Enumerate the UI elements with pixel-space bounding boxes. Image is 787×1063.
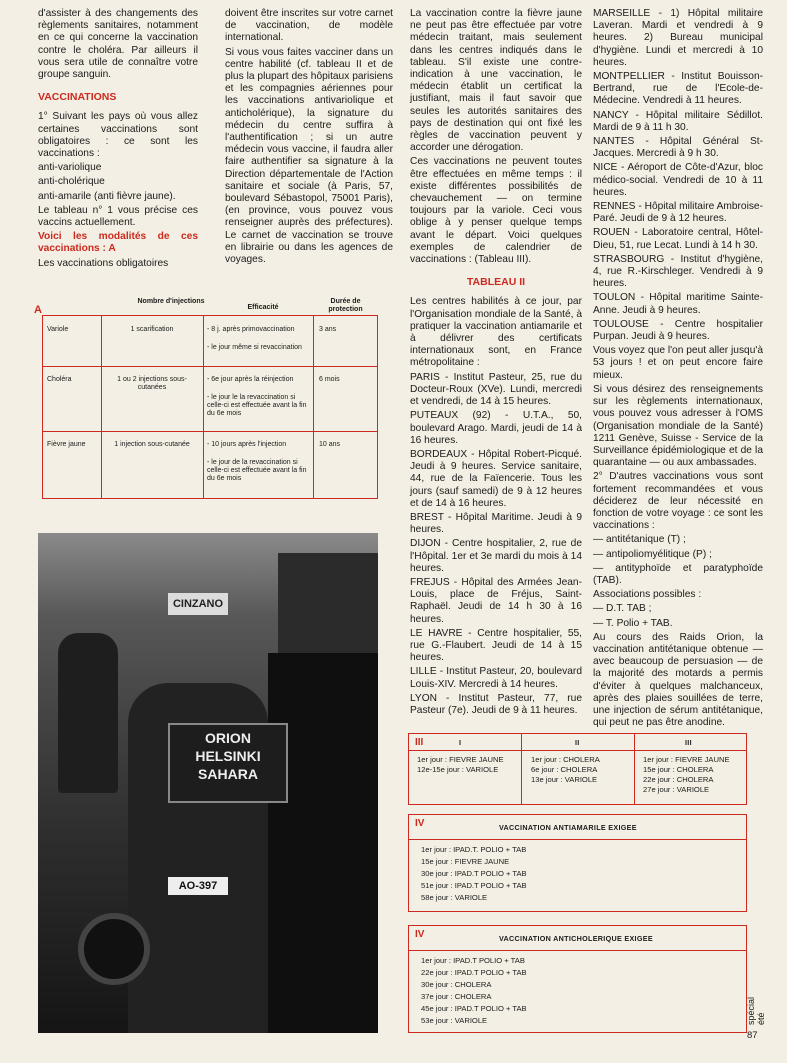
list-item: Associations possibles : [593,589,702,601]
list-item: anti-cholérique [38,176,105,188]
table-label: A [34,304,42,316]
centre-entry: ROUEN - Laboratoire central, Hôtel-Dieu, 51, rue Lecat. Lundi à 14 h 30. [593,227,763,251]
schedule-row: 12e-15e jour : VARIOLE [417,765,499,774]
paragraph: doivent être inscrites sur votre carnet de vaccination, de modèle international. [225,8,393,44]
paragraph: Les centres habilités à ce jour, par l'Organisation mondiale de la Santé, à pratiquer la vaccination antiamarile et à délivrer des certificats internationaux sont, en France métropolitaine : [410,296,582,369]
table-number: IV [415,818,425,829]
table-title: VACCINATION ANTIAMARILE EXIGEE [499,823,637,832]
paragraph: 2° D'autres vaccinations vous sont fortement recommandées et vous déciderez de leur nécessité en fonction de votre voyage : ce sont les vaccinations : [593,471,763,532]
centre-entry: NANTES - Hôpital Général St-Jacques. Mercredi à 9 h 30. [593,136,763,160]
centre-entry: BREST - Hôpital Maritime. Jeudi à 9 heures. [410,511,582,536]
row-name: Choléra [47,376,72,383]
schedule-row: 51e jour : IPAD.T POLIO + TAB [421,881,527,890]
paragraph: Ces vaccinations ne peuvent toutes être effectuées en même temps : il existe différentes possibilités de chevauchement — on termine toujours par la variole. Ceci vous oblige à y penser quelque temps avant le départ. Voici quelques exemples de calendrier de vaccinations : (Tableau III). [410,156,582,266]
page-number: 87 [747,1030,758,1041]
table-number: III [415,737,424,748]
schedule-row: 1er jour : IPAD.T POLIO + TAB [421,956,525,965]
list-item: — antityphoïde et paratyphoïde (TAB). [593,562,763,586]
col-header: I [459,738,462,747]
cinzano-sign: CINZANO [168,593,228,615]
centre-entry: STRASBOURG - Institut d'hygiène, 4, rue R.-Kirschleger. Vendredi à 9 heures. [593,253,763,290]
list-item: anti-amarile (anti fièvre jaune). [38,190,176,202]
paragraph: 1° Suivant les pays où vous allez certaines vaccinations sont obligatoires : ce sont les vaccinations : [38,111,198,160]
header-efficacite: Efficacité [247,304,279,311]
list-item: anti-variolique [38,162,102,174]
table-grid [42,315,378,499]
list-item: — antitétanique (T) ; [593,534,686,546]
schedule-row: 1er jour : FIEVRE JAUNE [417,755,504,764]
schedule-row: 30e jour : CHOLERA [421,980,492,989]
centre-entry: TOULON - Hôpital maritime Sainte-Anne. Jeudi à 9 heures. [593,292,763,316]
schedule-row: 22e jour : CHOLERA [643,775,714,784]
section-heading: VACCINATIONS [38,91,117,104]
paragraph: Le tableau n° 1 vous précise ces vaccins actuellement. [38,204,198,229]
paragraph: Vous voyez que l'on peut aller jusqu'à 53 jours ! et on peut encore faire mieux. [593,345,763,381]
centre-entry: LILLE - Institut Pasteur, 20, boulevard Louis-XIV. Mercredi à 14 heures. [410,666,582,690]
red-note: Voici les modalités de ces vaccinations : A [38,231,198,255]
list-item: — antipoliomyélitique (P) ; [593,548,712,560]
plate-line-2: HELSINKI [195,748,261,764]
schedule-row: 30e jour : IPAD.T POLIO + TAB [421,869,527,878]
row-name: Fièvre jaune [47,441,86,448]
section-label: spécial été [746,996,766,1025]
list-item: — D.T. TAB ; [593,603,652,615]
schedule-row: 15e jour : FIEVRE JAUNE [421,857,510,866]
table-iv-anticholerique [408,925,747,1033]
list-item: — T. Polio + TAB. [593,617,673,629]
row-injections: 1 injection sous-cutanée [114,441,190,448]
row-eff1: - 6e jour après la réinjection [207,376,294,383]
row-injections: 1 ou 2 injections sous-cutanées [117,376,187,392]
col-header: III [685,738,692,747]
rally-plate [168,723,288,803]
paragraph: d'assister à des changements des règlements sanitaires, notamment en ce qui concerne la vaccination contre le choléra. Par ailleurs il vous sera utile de connaître votre groupe sanguin. [38,8,198,81]
table-title: VACCINATION ANTICHOLERIQUE EXIGEE [499,934,653,943]
schedule-row: 45e jour : IPAD.T POLIO + TAB [421,1004,527,1013]
col-header: II [575,738,580,747]
row-injections: 1 scarification [130,326,174,333]
plate-line-3: SAHARA [198,766,258,782]
row-duree: 10 ans [319,441,341,448]
centre-entry: BORDEAUX - Hôpital Robert-Picqué. Jeudi à 9 heures. Service sanitaire, 44, rue de la Faïencerie. Tous les jours (sauf samedi) de 9 à 12 heures et de 14 à 16 heures. [410,448,582,509]
paragraph: Les vaccinations obligatoires [38,257,169,269]
row-eff2: - le jour le la revaccination si celle-ci est effectuée avant la fin du 6e mois [207,394,307,418]
schedule-row: 1er jour : IPAD.T. POLIO + TAB [421,845,527,854]
row-name: Variole [47,326,69,333]
photo-motorcycle-rally [38,533,378,1033]
plate-line-1: ORION [205,730,251,746]
row-eff1: - 10 jours après l'injection [207,441,287,448]
paragraph: Au cours des Raids Orion, la vaccination antitétanique obtenue — avec beaucoup de persuasion — de la majorité des motards a permis d'éviter à quelques malchanceux, après des plaies souillées de terre, une injection de sérum antitétanique, qui peut ne pas être anodine. [593,631,763,729]
paragraph: La vaccination contre la fièvre jaune ne peut pas être effectuée par votre médecin traitant, mais seulement dans les centres indiqués dans le tableau. S'il existe une contre-indication à une vaccination, le médecin établit un certificat la justifiant, mais il faut savoir que seules les autorités sanitaires des pays de destination qui ont fixé les règles de vaccination peuvent y accorder une dérogation. [410,8,582,154]
row-eff1: - 8 j. après primovaccination [207,326,295,333]
centre-entry: NICE - Aéroport de Côte-d'Azur, bloc médico-social. Vendredi de 10 à 11 heures. [593,162,763,198]
centre-entry: TOULOUSE - Centre hospitalier Purpan. Jeudi à 9 heures. [593,318,763,343]
centre-entry: LYON - Institut Pasteur, 77, rue Pasteur (7e). Jeudi de 9 à 11 heures. [410,692,582,716]
schedule-row: 15e jour : CHOLERA [643,765,714,774]
centre-entry: NANCY - Hôpital militaire Sédillot. Mardi de 9 à 11 h 30. [593,109,763,133]
table-number: IV [415,929,425,940]
header-duree: Durée de protection [328,298,363,314]
centre-entry: FREJUS - Hôpital des Armées Jean-Louis, place de Fréjus, Saint-Raphaël. Jeudi de 14 h 30 à 16 heures. [410,576,582,625]
schedule-row: 58e jour : VARIOLE [421,893,488,902]
header-injections: Nombre d'injections [137,298,205,305]
centre-entry: LE HAVRE - Centre hospitalier, 55, rue G.-Flaubert. Jeudi de 14 à 15 heures. [410,627,582,664]
centre-entry: MONTPELLIER - Institut Bouisson-Bertrand, rue de l'Ecole-de-Médecine. Vendredi à 11 heures. [593,71,763,107]
centre-entry: DIJON - Centre hospitalier, 2, rue de l'Hôpital. 1er et 3e mardi du mois à 14 heures. [410,538,582,574]
schedule-row: 22e jour : IPAD.T POLIO + TAB [421,968,527,977]
schedule-row: 1er jour : CHOLERA [531,755,600,764]
paragraph: Si vous désirez des renseignements sur les règlements internationaux, vous pouvez vous adresser à l'OMS (Organisation mondiale de la Santé) 1211 Genève, Suisse - Service de la Surveillance épidémiologique et de la quarantaine — ou aux ambassades. [593,383,763,469]
centre-entry: PUTEAUX (92) - U.T.A., 50, boulevard Arago. Mardi, jeudi de 14 à 16 heures. [410,410,582,446]
schedule-row: 13e jour : VARIOLE [531,775,598,784]
row-duree: 3 ans [319,326,337,333]
schedule-row: 6e jour : CHOLERA [531,765,598,774]
schedule-row: 27e jour : VARIOLE [643,785,710,794]
column-1 [38,8,198,272]
row-duree: 6 mois [319,376,340,383]
column-3 [410,8,582,719]
schedule-row: 1er jour : FIEVRE JAUNE [643,755,730,764]
schedule-row: 37e jour : CHOLERA [421,992,492,1001]
column-2 [225,8,393,268]
paragraph: Si vous vous faites vacciner dans un centre habilité (cf. tableau II et de plus la plupart des hôpitaux parisiens et les compagnies aériennes pour les vaccinations antivariolique et anticholérique), la signature du médecin du centre suffira à l'authentification ; si un autre médecin vous vaccine, il faudra aller faire authentifier sa signature à la Direction départementale de l'Action sanitaire et sociale (à Paris, 57, boulevard Sébastopol, 75001 Paris), (en province, vous pouvez vous renseigner auprès des préfectures). Le carnet de vaccination se trouve en librairie ou dans les agences de voyages. [225,46,393,266]
row-eff2: - le jour même si revaccination [207,344,302,351]
table-iv-antiamarile [408,814,747,912]
centre-entry: MARSEILLE - 1) Hôpital militaire Laveran. Mardi et vendredi à 9 heures. 2) Bureau municipal d'hygiène. Lundi et mercredi à 10 heures. [593,8,763,68]
centre-entry: PARIS - Institut Pasteur, 25, rue du Docteur-Roux (XVe). Lundi, mercredi et vendredi, de 14 à 15 heures. [410,371,582,408]
row-eff2: - le jour de la revaccination si celle-ci est effectuée avant la fin du 6e mois [207,459,307,483]
section-heading: TABLEAU II [466,276,526,289]
schedule-row: 53e jour : VARIOLE [421,1016,488,1025]
table-iii [408,733,747,805]
column-4 [593,8,763,731]
table-a [34,298,378,498]
registration-plate: AO-397 [168,877,228,895]
centre-entry: RENNES - Hôpital militaire Ambroise-Paré. Jeudi de 9 à 12 heures. [593,201,763,225]
